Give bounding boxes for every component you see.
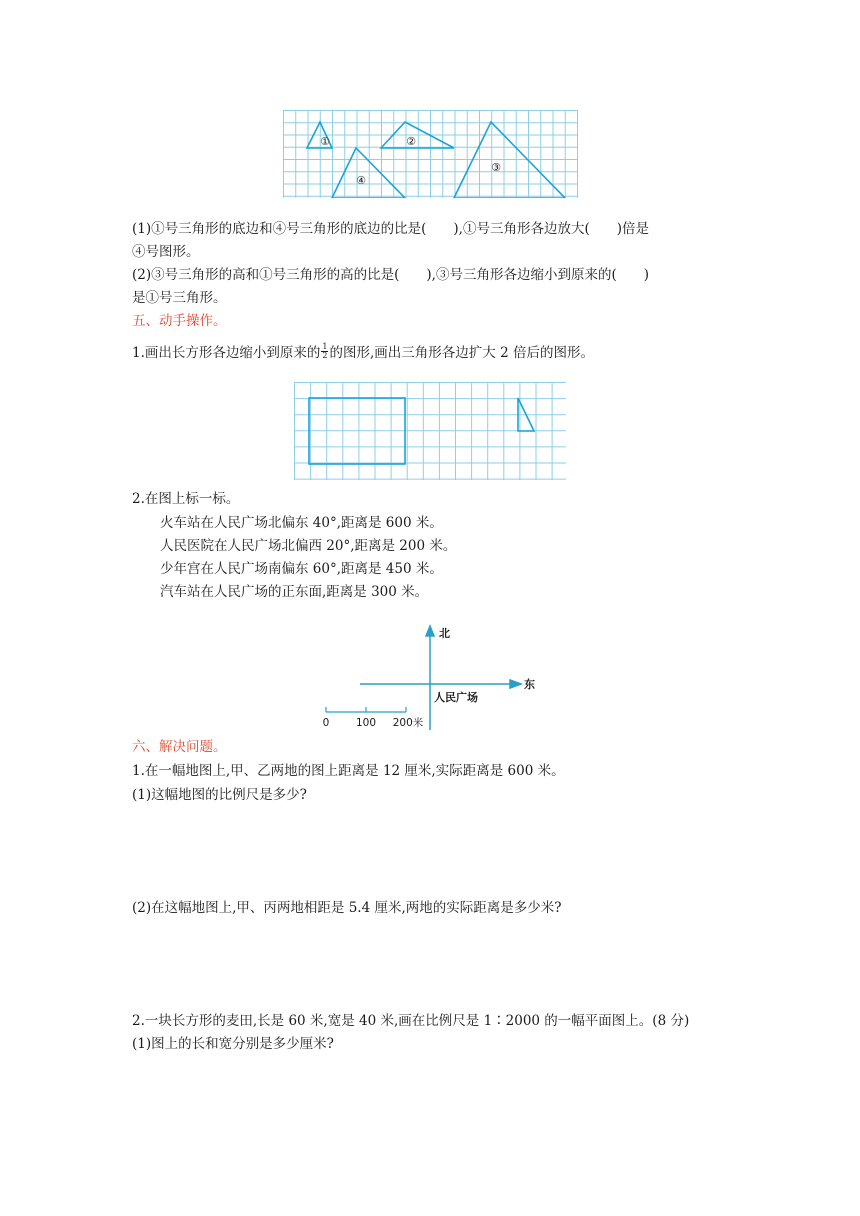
rectangle-triangle-grid-figure bbox=[294, 382, 566, 480]
section-5-title: 五、动手操作。 bbox=[132, 313, 227, 329]
q1-text-before: 1.画出长方形各边缩小到原来的 bbox=[132, 345, 321, 361]
q4-line-3: (2)③号三角形的高和①号三角形的高的比是( ),③号三角形各边缩小到原来的( ) bbox=[132, 267, 649, 283]
triangle-3-label: ③ bbox=[491, 161, 501, 174]
scale-tick-0: 0 bbox=[322, 717, 330, 729]
section-6-question-1b: (2)在这幅地图上,甲、丙两地相距是 5.4 厘米,两地的实际距离是多少米? bbox=[132, 900, 562, 916]
q4-line-1: (1)①号三角形的底边和④号三角形的底边的比是( ),①号三角形各边放大( )倍是 bbox=[132, 221, 649, 237]
direction-map-figure bbox=[318, 620, 548, 732]
map-instruction-3: 少年宫在人民广场南偏东 60°,距离是 450 米。 bbox=[160, 561, 443, 577]
triangle-2-label: ② bbox=[406, 135, 416, 148]
east-arrow-icon bbox=[510, 680, 521, 688]
section-5-question-2: 2.在图上标一标。 bbox=[132, 491, 240, 507]
section-6-question-2: 2.一块长方形的麦田,长是 60 米,宽是 40 米,画在比例尺是 1∶2000 的一幅平面图上。(8 分) bbox=[132, 1013, 690, 1029]
scale-tick-200: 200米 bbox=[392, 717, 424, 729]
section-6-question-1: 1.在一幅地图上,甲、乙两地的图上距离是 12 厘米,实际距离是 600 米。 bbox=[132, 763, 565, 779]
triangle-4-label: ④ bbox=[356, 174, 366, 187]
center-point-label: 人民广场 bbox=[434, 691, 478, 704]
scale-tick-100: 100 bbox=[355, 717, 377, 729]
q1-text-after: 的图形,画出三角形各边扩大 2 倍后的图形。 bbox=[329, 345, 594, 361]
map-instruction-1: 火车站在人民广场北偏东 40°,距离是 600 米。 bbox=[160, 515, 443, 531]
map-instruction-4: 汽车站在人民广场的正东面,距离是 300 米。 bbox=[160, 584, 429, 600]
triangles-grid-figure bbox=[283, 110, 578, 198]
q4-line-2: ④号图形。 bbox=[132, 244, 200, 260]
triangle-1-label: ① bbox=[320, 135, 330, 148]
section-6-title: 六、解决问题。 bbox=[132, 739, 227, 755]
one-half-fraction: $\frac{1}{2}$ bbox=[322, 342, 328, 360]
q4-line-4: 是①号三角形。 bbox=[132, 290, 227, 306]
section-6-question-1a: (1)这幅地图的比例尺是多少? bbox=[132, 787, 307, 803]
north-label: 北 bbox=[439, 627, 450, 640]
section-5-question-1 bbox=[132, 344, 594, 362]
east-label: 东 bbox=[524, 678, 535, 691]
map-instruction-2: 人民医院在人民广场北偏西 20°,距离是 200 米。 bbox=[160, 538, 457, 554]
section-6-question-2a: (1)图上的长和宽分别是多少厘米? bbox=[132, 1036, 334, 1052]
north-arrow-icon bbox=[426, 626, 434, 636]
